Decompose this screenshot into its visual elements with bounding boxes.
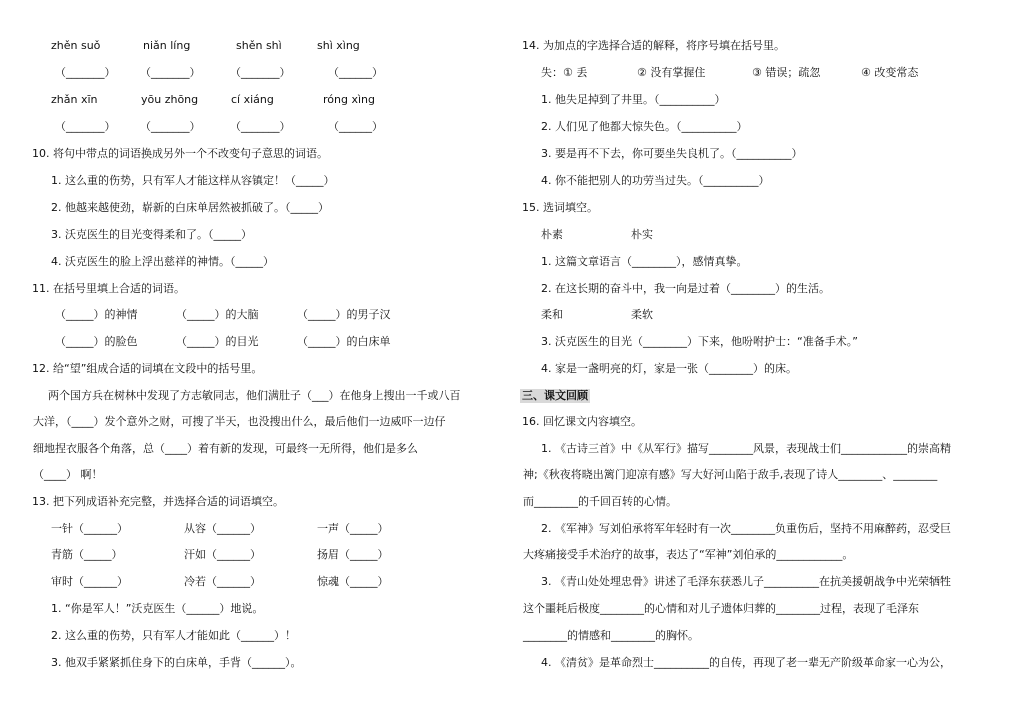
question-item: 2. 在这长期的奋斗中，我一向是过着（________）的生活。: [541, 282, 830, 295]
definition-option: ③ 错误；疏忽: [752, 66, 821, 79]
word-choice: 柔软: [631, 308, 653, 321]
question-title: 12. 给“望”组成合适的词填在文段中的括号里。: [32, 362, 263, 375]
fill-phrase[interactable]: （_____）的神情: [55, 308, 138, 321]
definition-option: 失：① 丢: [541, 66, 588, 79]
paragraph-line: 大洋，（____）发个意外之财，可搜了半天，也没搜出什么，最后他们一边威吓一边仔: [33, 415, 446, 428]
question-item: 3. 沃克医生的目光变得柔和了。（_____）: [51, 228, 252, 241]
question-title: 14. 为加点的字选择合适的解释，将序号填在括号里。: [522, 39, 785, 52]
recall-line: 神;《秋夜将晓出篱门迎凉有感》写大好河山陷于敌手,表现了诗人________、________: [523, 468, 938, 481]
idiom-blank[interactable]: 惊魂（_____）: [317, 575, 389, 588]
word-choice: 朴实: [631, 228, 653, 241]
pinyin: róng xìng: [323, 93, 375, 106]
answer-blank[interactable]: （_______）: [55, 120, 116, 133]
definition-option: ② 没有掌握住: [637, 66, 706, 79]
answer-blank[interactable]: （_______）: [230, 66, 291, 79]
recall-line: 4. 《清贫》是革命烈士__________的自传，再现了老一辈无产阶级革命家一心为公，: [541, 656, 951, 669]
idiom-blank[interactable]: 青筋（_____）: [51, 548, 123, 561]
question-item: 2. 这么重的伤势，只有军人才能如此（______）！: [51, 629, 296, 642]
recall-line: 大疼痛接受手术治疗的故事，表达了“军神”刘伯承的____________。: [523, 548, 854, 561]
recall-line: 这个噩耗后极度________的心情和对儿子遗体归葬的________过程，表现了毛泽东: [523, 602, 919, 615]
pinyin: yōu zhōng: [141, 93, 199, 106]
idiom-blank[interactable]: 从容（______）: [184, 522, 261, 535]
pinyin: zhǎn xīn: [51, 93, 98, 106]
pinyin: shěn shì: [236, 39, 282, 52]
word-choice: 柔和: [541, 308, 563, 321]
question-title: 16. 回忆课文内容填空。: [522, 415, 642, 428]
question-item: 2. 人们见了他都大惊失色。（__________）: [541, 120, 748, 133]
paragraph-line: （____） 啊！: [33, 468, 103, 481]
question-item: 1. 他失足掉到了井里。（__________）: [541, 93, 726, 106]
idiom-blank[interactable]: 冷若（______）: [184, 575, 261, 588]
question-item: 1. 这篇文章语言（________），感情真挚。: [541, 255, 748, 268]
question-item: 3. 沃克医生的目光（________）下来，他吩咐护士：“准备手术。”: [541, 335, 858, 348]
pinyin: shì xìng: [317, 39, 360, 52]
idiom-blank[interactable]: 审时（______）: [51, 575, 128, 588]
answer-blank[interactable]: （______）: [328, 66, 383, 79]
pinyin: niǎn líng: [143, 39, 191, 52]
question-item: 1. “你是军人！”沃克医生（______）地说。: [51, 602, 264, 615]
question-item: 2. 他越来越使劲，崭新的白床单居然被抓破了。（_____）: [51, 201, 329, 214]
fill-phrase[interactable]: （_____）的脸色: [55, 335, 138, 348]
question-title: 11. 在括号里填上合适的词语。: [32, 282, 185, 295]
fill-phrase[interactable]: （_____）的目光: [176, 335, 259, 348]
pinyin: zhěn suǒ: [51, 39, 101, 52]
answer-blank[interactable]: （_______）: [230, 120, 291, 133]
answer-blank[interactable]: （_______）: [140, 66, 201, 79]
section-heading: 三、课文回顾: [522, 389, 588, 402]
pinyin: cí xiáng: [231, 93, 274, 106]
fill-phrase[interactable]: （_____）的男子汉: [297, 308, 391, 321]
paragraph-line: 细地捏衣服各个角落，总（____）着有新的发现，可最终一无所得，他们是多么: [33, 442, 418, 455]
recall-line: 而________的千回百转的心情。: [523, 495, 677, 508]
idiom-blank[interactable]: 一声（_____）: [317, 522, 389, 535]
word-choice: 朴素: [541, 228, 563, 241]
recall-line: 1. 《古诗三首》中《从军行》描写________风景，表现战士们____________的崇高精: [541, 442, 951, 455]
idiom-blank[interactable]: 一针（______）: [51, 522, 128, 535]
answer-blank[interactable]: （_______）: [55, 66, 116, 79]
paragraph-line: 两个国方兵在树林中发现了方志敏同志，他们满肚子（___）在他身上搜出一千或八百: [48, 389, 461, 402]
question-item: 3. 要是再不下去，你可要坐失良机了。（__________）: [541, 147, 803, 160]
answer-blank[interactable]: （_______）: [140, 120, 201, 133]
question-title: 15. 选词填空。: [522, 201, 598, 214]
definition-option: ④ 改变常态: [861, 66, 919, 79]
question-item: 4. 家是一盏明亮的灯，家是一张（________）的床。: [541, 362, 797, 375]
question-item: 1. 这么重的伤势，只有军人才能这样从容镇定！（_____）: [51, 174, 335, 187]
idiom-blank[interactable]: 汗如（______）: [184, 548, 261, 561]
idiom-blank[interactable]: 扬眉（_____）: [317, 548, 389, 561]
fill-phrase[interactable]: （_____）的大脑: [176, 308, 259, 321]
fill-phrase[interactable]: （_____）的白床单: [297, 335, 391, 348]
recall-line: 2. 《军神》写刘伯承将军年轻时有一次________负重伤后，坚持不用麻醉药，忍受巨: [541, 522, 951, 535]
answer-blank[interactable]: （______）: [328, 120, 383, 133]
question-title: 13. 把下列成语补充完整，并选择合适的词语填空。: [32, 495, 284, 508]
question-item: 4. 沃克医生的脸上浮出慈祥的神情。（_____）: [51, 255, 274, 268]
question-title: 10. 将句中带点的词语换成另外一个不改变句子意思的词语。: [32, 147, 328, 160]
recall-line: 3. 《青山处处埋忠骨》讲述了毛泽东获悉儿子__________在抗美援朝战争中光荣牺牲: [541, 575, 951, 588]
question-item: 3. 他双手紧紧抓住身下的白床单，手背（______）。: [51, 656, 302, 669]
question-item: 4. 你不能把别人的功劳当过失。（__________）: [541, 174, 770, 187]
recall-line: ________的情感和________的胸怀。: [523, 629, 699, 642]
